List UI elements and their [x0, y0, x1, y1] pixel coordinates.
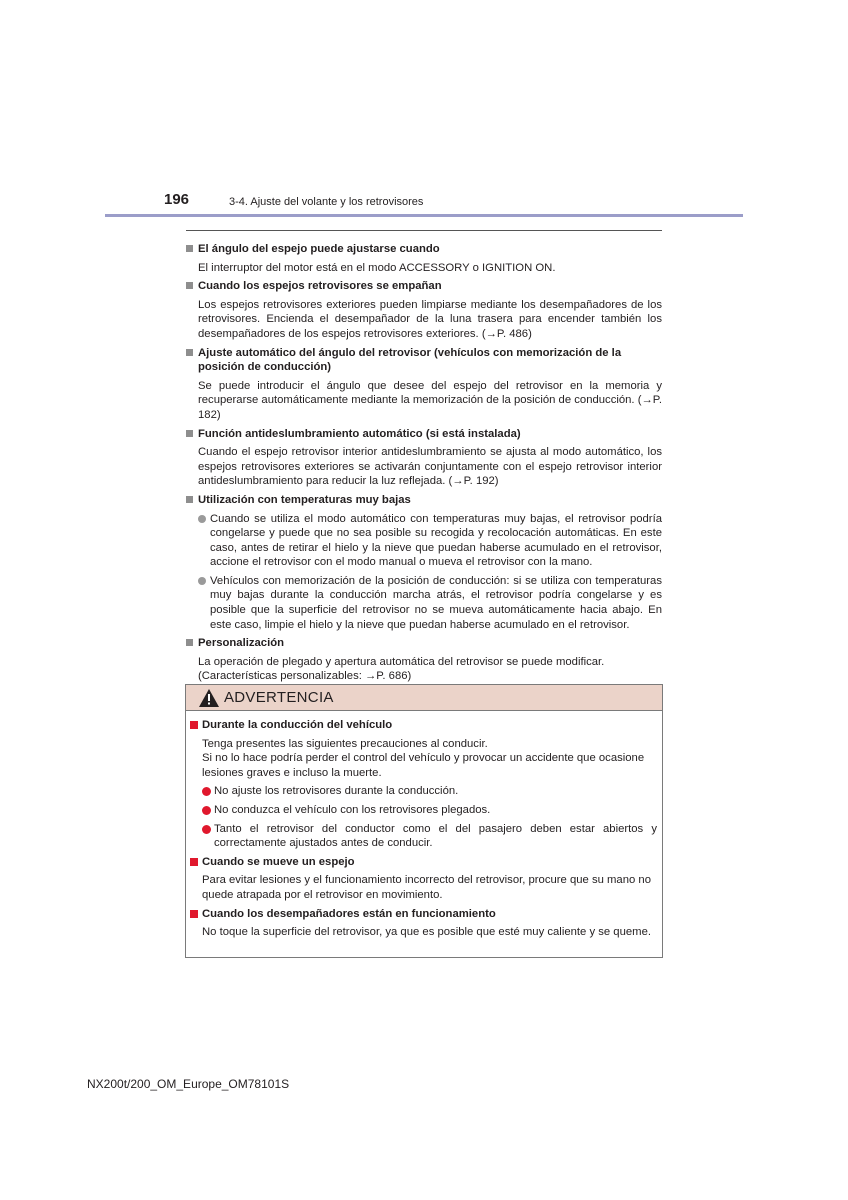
warning-box	[185, 684, 663, 958]
paragraph: Se puede introducir el ángulo que desee del espejo del retrovisor en la memoria y recuperarse automáticamente mediante la memorización de la posición de conducción. (→P. 182)	[198, 379, 662, 421]
heading-text: Utilización con temperaturas muy bajas	[198, 493, 411, 506]
page-number: 196	[164, 191, 190, 208]
square-bullet-icon	[186, 639, 193, 646]
heading-text: El ángulo del espejo puede ajustarse cuando	[198, 243, 440, 255]
warning-body	[186, 711, 662, 940]
warning-header	[186, 685, 662, 711]
header-rule	[105, 214, 743, 217]
bullet-item	[186, 512, 662, 570]
chapter-title: 3-4. Ajuste del volante y los retrovisores	[229, 196, 424, 208]
circle-bullet-icon	[198, 577, 206, 585]
bullet-item	[186, 574, 662, 632]
paragraph	[190, 737, 657, 781]
footer-code: NX200t/200_OM_Europe_OM78101S	[87, 1077, 290, 1091]
warning-heading	[190, 718, 657, 733]
square-bullet-icon	[190, 910, 198, 918]
paragraph-line: La operación de plegado y apertura automática del retrovisor se puede modificar.	[198, 655, 605, 668]
section-heading	[186, 636, 662, 651]
bullet-text: No conduzca el vehículo con los retrovisores plegados.	[214, 803, 491, 816]
paragraph: No toque la superficie del retrovisor, ya que es posible que esté muy caliente y se queme.	[202, 926, 651, 939]
section-heading	[186, 493, 662, 508]
warning-triangle-icon	[199, 689, 219, 707]
square-bullet-icon	[186, 430, 193, 437]
paragraph-line: (Características personalizables: →P. 686)	[198, 670, 412, 683]
section-heading	[186, 427, 662, 442]
bullet-text: Tanto el retrovisor del conductor como el del pasajero deben estar abiertos y correctamente ajustados antes de conducir.	[214, 822, 657, 850]
heading-text: Cuando los espejos retrovisores se empañan	[198, 280, 442, 293]
bullet-item	[190, 784, 657, 799]
heading-text: Cuando se mueve un espejo	[202, 855, 355, 868]
bullet-item	[190, 822, 657, 851]
content	[186, 238, 662, 684]
square-bullet-icon	[190, 721, 198, 729]
section-heading	[186, 242, 662, 257]
bullet-text: Vehículos con memorización de la posición de conducción: si se utiliza con temperaturas muy bajas durante la conducción marcha atrás, el retrovisor podría congelarse y es posible que la superficie del retrovisor no se mueva automáticamente hacia abajo. En este caso, limpie el hielo y la nieve que puedan haberse acumulado en el retrovisor.	[210, 574, 662, 631]
circle-bullet-icon	[202, 787, 211, 796]
heading-text: Durante la conducción del vehículo	[202, 719, 393, 731]
section-rule	[186, 230, 662, 231]
circle-bullet-icon	[202, 806, 211, 815]
section-heading	[186, 346, 662, 375]
circle-bullet-icon	[198, 515, 206, 523]
bullet-text: Cuando se utiliza el modo automático con temperaturas muy bajas, el retrovisor podría congelarse y puede que no sea posible su recogida y recolocación automáticas. En este caso, antes de retirar el hielo y la nieve que puedan haberse acumulado en el retrovisor, accione el retrovisor con el modo manual o mueva el retrovisor con la mano.	[210, 512, 662, 569]
paragraph: Para evitar lesiones y el funcionamiento incorrecto del retrovisor, procure que su mano no quede atrapada por el retrovisor en movimiento.	[202, 874, 651, 901]
paragraph-line: Si no lo hace podría perder el control del vehículo y provocar un accidente que ocasione lesiones graves e incluso la muerte.	[202, 752, 645, 779]
heading-text: Ajuste automático del ángulo del retrovisor (vehículos con memorización de la posición de conducción)	[198, 346, 622, 374]
paragraph: El interruptor del motor está en el modo ACCESSORY o IGNITION ON.	[198, 261, 556, 274]
bullet-item	[190, 803, 657, 818]
section-heading	[186, 279, 662, 294]
square-bullet-icon	[186, 496, 193, 503]
heading-text: Cuando los desempañadores están en funcionamiento	[202, 907, 496, 920]
paragraph-line: Tenga presentes las siguientes precauciones al conducir.	[202, 737, 488, 750]
paragraph: Los espejos retrovisores exteriores pueden limpiarse mediante los desempañadores de los retrovisores. Encienda el desempañador de la luna trasera para encender también los desempañadores de los espejos retrovisores exteriores. (→P. 486)	[198, 298, 662, 340]
bullet-text: No ajuste los retrovisores durante la conducción.	[214, 785, 459, 798]
warning-title: ADVERTENCIA	[224, 689, 334, 706]
square-bullet-icon	[190, 858, 198, 866]
paragraph	[186, 655, 662, 684]
circle-bullet-icon	[202, 825, 211, 834]
square-bullet-icon	[186, 282, 193, 289]
heading-text: Función antideslumbramiento automático (si está instalada)	[198, 427, 521, 440]
square-bullet-icon	[186, 245, 193, 252]
heading-text: Personalización	[198, 637, 285, 650]
square-bullet-icon	[186, 349, 193, 356]
paragraph: Cuando el espejo retrovisor interior antideslumbramiento se ajusta al modo automático, los espejos retrovisores exteriores se activarán conjuntamente con el espejo retrovisor interior antideslumbramiento para reducir la luz reflejada. (→P. 192)	[198, 446, 662, 488]
warning-heading	[190, 907, 657, 922]
warning-heading	[190, 855, 657, 870]
